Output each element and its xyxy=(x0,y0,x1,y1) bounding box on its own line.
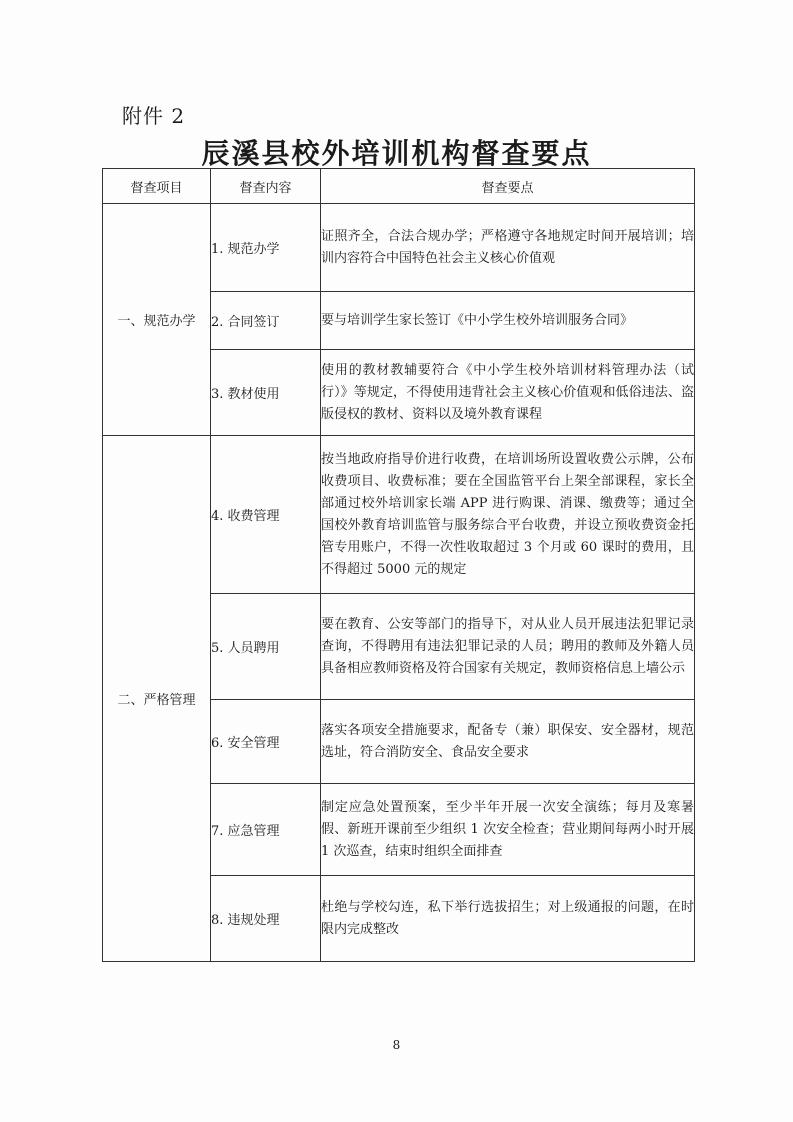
item-cell: 4. 收费管理 xyxy=(211,436,321,594)
points-cell: 要与培训学生家长签订《中小学生校外培训服务合同》 xyxy=(321,292,695,350)
header-category: 督查项目 xyxy=(103,169,211,204)
points-cell: 杜绝与学校勾连，私下举行选拔招生；对上级通报的问题，在时限内完成整改 xyxy=(321,876,695,962)
header-content: 督查内容 xyxy=(211,169,321,204)
item-cell: 1. 规范办学 xyxy=(211,204,321,292)
table-header-row xyxy=(103,169,695,204)
category-cell: 二、严格管理 xyxy=(103,436,211,962)
points-cell: 要在教育、公安等部门的指导下，对从业人员开展违法犯罪记录查询，不得聘用有违法犯罪记录的人员；聘用的教师及外籍人员具备相应教师资格及符合国家有关规定，教师资格信息上墙公示 xyxy=(321,594,695,700)
item-cell: 5. 人员聘用 xyxy=(211,594,321,700)
item-cell: 7. 应急管理 xyxy=(211,784,321,876)
page-title: 辰溪县校外培训机构督查要点 xyxy=(201,137,592,170)
attachment-label: 附件 2 xyxy=(122,104,186,128)
table-row xyxy=(103,204,695,292)
table-row xyxy=(103,436,695,594)
item-cell: 6. 安全管理 xyxy=(211,700,321,784)
points-cell: 落实各项安全措施要求，配备专（兼）职保安、安全器材，规范选址，符合消防安全、食品安全要求 xyxy=(321,700,695,784)
points-cell: 证照齐全，合法合规办学；严格遵守各地规定时间开展培训；培训内容符合中国特色社会主义核心价值观 xyxy=(321,204,695,292)
item-cell: 2. 合同签订 xyxy=(211,292,321,350)
category-cell: 一、规范办学 xyxy=(103,204,211,436)
points-cell: 按当地政府指导价进行收费，在培训场所设置收费公示牌，公布收费项目、收费标准；要在全国监管平台上架全部课程，家长全部通过校外培训家长端 APP 进行购课、消课、缴费等；通过全国校外教育培训监管与服务综合平台收费，并设立预收费资金托管专用账户，不得一次性收取超过 3 个月或 60 课时的费用，且不得超过 5000 元的规定 xyxy=(321,436,695,594)
points-cell: 制定应急处置预案，至少半年开展一次安全演练；每月及寒暑假、新班开课前至少组织 1 次安全检查；营业期间每两小时开展 1 次巡查，结束时组织全面排查 xyxy=(321,784,695,876)
page-number: 8 xyxy=(392,1038,401,1052)
item-cell: 3. 教材使用 xyxy=(211,350,321,436)
points-cell: 使用的教材教辅要符合《中小学生校外培训材料管理办法（试行）》等规定，不得使用违背社会主义核心价值观和低俗违法、盗版侵权的教材、资料以及境外教育课程 xyxy=(321,350,695,436)
inspection-table xyxy=(102,168,695,962)
item-cell: 8. 违规处理 xyxy=(211,876,321,962)
header-points: 督查要点 xyxy=(321,169,695,204)
